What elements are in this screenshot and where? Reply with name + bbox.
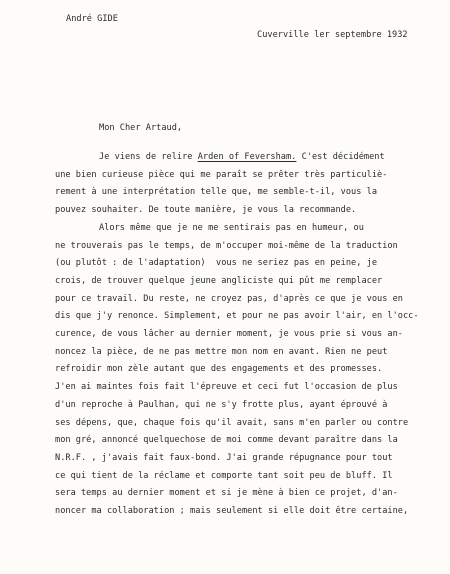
letter-line: rement à une interprétation telle que, me semble-t-il, vous la [55,187,378,198]
letter-line: crois, de trouver quelque jeune angliciste qui pût me remplacer [55,275,383,286]
letter-line: (ou plutôt : de l'adaptation) vous ne seriez pas en peine, je [55,258,378,269]
letter-line: mon gré, annoncé quelquechose de moi comme devant paraître dans la [55,435,398,446]
letter-line: ses dépens, que, chaque fois qu'il avait, sans m'en parler ou contre [55,417,409,428]
letter-line: noncer ma collaboration ; mais seulement si elle doit être certaine, [55,506,409,516]
letter-line [99,152,385,162]
letter-line: curence, de vous lâcher au dernier moment, je vous prie si vous an- [55,329,403,339]
line-text: Je viens de relire [99,152,198,162]
letter-line: ce qui tient de la réclame et comporte tant soit peu de bluff. Il [55,470,393,481]
letter-line: sera temps au dernier moment et si je mène à bien ce projet, d'an- [55,488,398,499]
sender-name: André GIDE [66,14,118,24]
letter-line: dis que j'y renonce. Simplement, et pour ne pas avoir l'air, en l'occ- [55,311,419,322]
letter-line: d'un reproche à Paulhan, qui ne s'y frotte plus, ayant éprouvé à [55,399,388,410]
letter-line: ne trouverais pas le temps, de m'occuper moi-même de la traduction [55,240,398,251]
line-text: C'est décidément [296,152,385,162]
play-title: Arden of Feversham. [197,152,297,162]
letter-line: J'en ai maintes fois fait l'épreuve et ceci fut l'occasion de plus [55,382,398,393]
letter-line: Alors même que je ne me sentirais pas en humeur, ou [99,222,364,233]
salutation: Mon Cher Artaud, [99,123,183,133]
letter-line: une bien curieuse pièce qui me paraît se prêter très particuliè- [55,169,388,180]
letter-line: pour ce travail. Du reste, ne croyez pas, d'après ce que je vous en [55,293,403,304]
letter-line: refroidir mon zèle autant que des engagements et des promesses. [55,364,383,375]
letter-line: pouvez souhaiter. De toute manière, je vous la recommande. [55,205,357,216]
place-and-date: Cuverville ler septembre 1932 [257,30,408,40]
letter-line: noncez la pièce, de ne pas mettre mon nom en avant. Rien ne peut [55,346,388,357]
letter-line: N.R.F. , j'avais fait faux-bond. J'ai grande répugnance pour tout [55,452,393,463]
